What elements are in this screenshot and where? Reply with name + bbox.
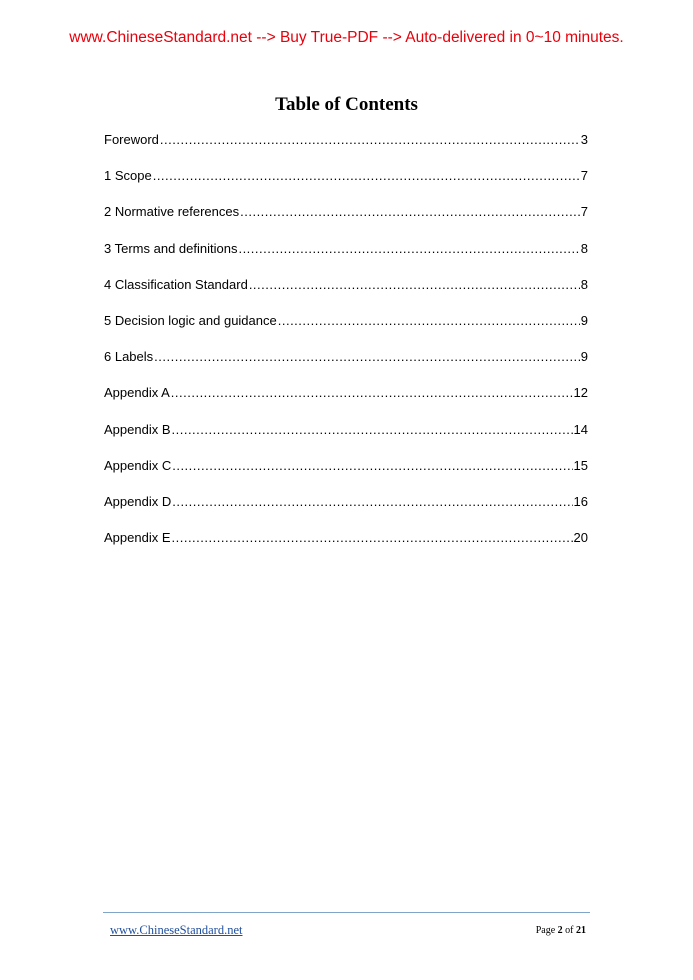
toc-leader-dots (238, 241, 579, 256)
toc-entry-page: 9 (580, 312, 588, 328)
toc-leader-dots (172, 422, 573, 437)
footer-divider (103, 912, 590, 913)
toc-leader-dots (278, 313, 580, 328)
toc-entry-label: Appendix B (104, 421, 171, 437)
toc-entry-labels[interactable] (104, 349, 588, 385)
header-banner-link[interactable]: www.ChineseStandard.net --> Buy True-PDF --> Auto-delivered in 0~10 minutes. (69, 29, 624, 46)
toc-leader-dots (160, 132, 580, 147)
page-current: 2 (557, 925, 563, 936)
toc-entry-label: Appendix E (104, 530, 171, 546)
toc-entry-label: 6 Labels (104, 349, 154, 365)
toc-entry-label: 1 Scope (104, 168, 152, 184)
page-total: 21 (576, 925, 586, 936)
footer-website-link[interactable]: www.ChineseStandard.net (110, 923, 243, 937)
toc-leader-dots (249, 277, 580, 292)
toc-entry-page: 8 (580, 240, 588, 256)
toc-entry-page: 7 (580, 204, 588, 220)
toc-entry-appendix-e[interactable] (104, 530, 588, 566)
toc-entry-appendix-a[interactable] (104, 385, 588, 421)
page-prefix: Page (535, 925, 556, 936)
toc-entry-label: Foreword (104, 132, 159, 147)
toc-entry-label: Appendix C (104, 457, 172, 473)
toc-entry-page: 20 (573, 530, 588, 546)
toc-entry-page: 15 (573, 457, 588, 473)
toc-leader-dots (153, 168, 580, 183)
toc-entry-classification-standard[interactable] (104, 277, 588, 313)
toc-entry-page: 16 (573, 493, 588, 509)
toc-entry-scope[interactable] (104, 168, 588, 204)
toc-leader-dots (171, 385, 573, 400)
toc-entry-page: 9 (580, 349, 588, 365)
toc-entry-normative-references[interactable] (104, 204, 588, 240)
toc-entry-label: 3 Terms and definitions (104, 240, 238, 256)
toc-entry-page: 12 (573, 385, 588, 401)
toc-entry-page: 14 (573, 421, 588, 437)
toc-leader-dots (172, 530, 573, 545)
toc-entry-page: 8 (580, 276, 588, 292)
toc-entry-label: 2 Normative references (104, 204, 240, 220)
toc-entry-page: 7 (580, 168, 588, 184)
toc-entry-label: Appendix A (104, 385, 170, 401)
table-of-contents (104, 132, 588, 566)
page-number (536, 925, 586, 936)
toc-entry-label: 4 Classification Standard (104, 276, 248, 292)
toc-entry-label: 5 Decision logic and guidance (104, 312, 277, 328)
toc-leader-dots (154, 349, 580, 364)
page-title: Table of Contents (275, 94, 418, 115)
toc-entry-appendix-b[interactable] (104, 422, 588, 458)
toc-entry-decision-logic[interactable] (104, 313, 588, 349)
toc-entry-page: 3 (580, 132, 588, 147)
toc-leader-dots (172, 458, 572, 473)
toc-entry-appendix-d[interactable] (104, 494, 588, 530)
toc-entry-appendix-c[interactable] (104, 458, 588, 494)
toc-entry-terms-and-definitions[interactable] (104, 241, 588, 277)
page-of: of (565, 925, 574, 936)
toc-entry-label: Appendix D (104, 493, 172, 509)
toc-leader-dots (172, 494, 572, 509)
toc-entry-foreword[interactable] (104, 132, 588, 168)
toc-leader-dots (240, 204, 580, 219)
